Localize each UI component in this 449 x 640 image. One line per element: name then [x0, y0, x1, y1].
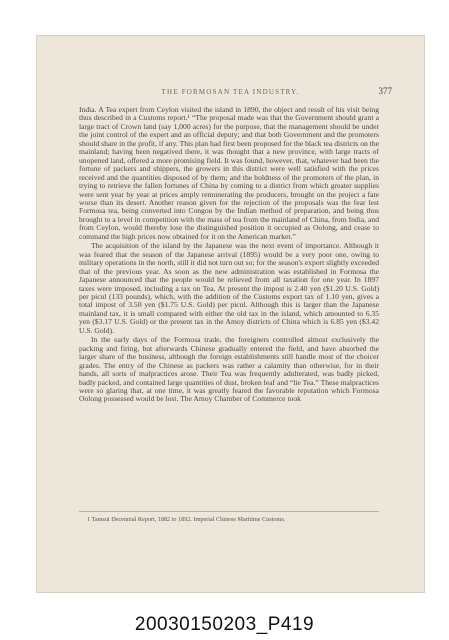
- page-header: [37, 88, 424, 100]
- footnote: 1 Tamsui Decennial Report, 1882 to 1892. Imperial Chinese Maritime Customs.: [87, 516, 286, 523]
- page-number: 377: [378, 86, 392, 96]
- footnote-divider: [79, 511, 379, 512]
- running-head: THE FORMOSAN TEA INDUSTRY.: [161, 88, 300, 96]
- paragraph: The acquisition of the island by the Japanese was the next event of importance. Although it was feared that the season of the Japanese arrival (1895) would be a very poor one, owing to military operations in the north, still it did not turn out so; for the season's export slightly exceeded that of the previous year. As soon as the new administration was established in Formosa the Japanese announced that the people would be relieved from all taxation for one year. In 1897 taxes were imposed, including a tax on Tea. At present the impost is 2.40 yen ($1.20 U.S. Gold) per picul (133 pounds), which, with the addition of the Customs export tax of 1.10 yen, gives a total impost of 3.50 yen ($1.75 U.S. Gold) per picul. Although this is larger than the Japanese mainland tax, it is small compared with either the old tax in the island, which amounted to 6.35 yen ($3.17 U.S. Gold) or the present tax in the Amoy districts of China which is 6.85 yen ($3.42 U.S. Gold).: [79, 241, 380, 335]
- scan-background: [8, 10, 441, 610]
- paragraph: In the early days of the Formosa trade, the foreigners controlled almost exclusively the packing and firing, but afterwards Chinese gradually entered the field, and have absorbed the larger share of the business, although the foreign establishments still handle most of the choicer grades. The entry of the Chinese as packers was rather a calamity than otherwise, for in their hands, all sorts of malpractices arose. Their Tea was frequently adulterated, was badly picked, badly packed, and contained large quantities of dust, broken leaf and “lie Tea.” These malpractices were so glaring that, at one time, it was greatly feared the favorable reputation which Formosa Oolong possessed would be lost. The Amoy Chamber of Commerce took: [79, 335, 379, 404]
- image-caption: 20030150203_P419: [134, 614, 315, 635]
- paragraph: India. A Tea expert from Ceylon visited the island in 1890, the object and result of his visit being thus described in a Customs report.¹ “The proposal made was that the Government should grant a large tract of Crown land (say 1,000 acres) for the purpose, that the management should be under the joint control of the expert and an official deputy; and that both Government and the promoters should share in the profit, if any. This plan had first been proposed for the black tea districts on the mainland; having been negatived there, it was thought that a new province, with large tracts of unopened land, offered a more promising field. It was found, however, that, whatever had been the fortune of packers and shippers, the growers in this district were well satisfied with the prices received and the quantities disposed of by them; and the boldness of the promoters of the plan, in trying to retrieve the fallen fortunes of China by coming to a district from which greater supplies were sent year by year at prices amply remunerating the producers, brought on the project a fate worse than its desert. Another reason given for the rejection of the proposals was the fear lest Formosa tea, being converted into Congou by the Indian method of preparation, and being thus brought to a level in competition with the mass of tea from the mainland of China, from India, and from Ceylon, would thereby lose the distinguished position it occupied as Oolong, and cease to command the high prices now obtained for it on the American market.”: [79, 105, 379, 241]
- body-text: [79, 106, 379, 404]
- book-page: [37, 36, 424, 592]
